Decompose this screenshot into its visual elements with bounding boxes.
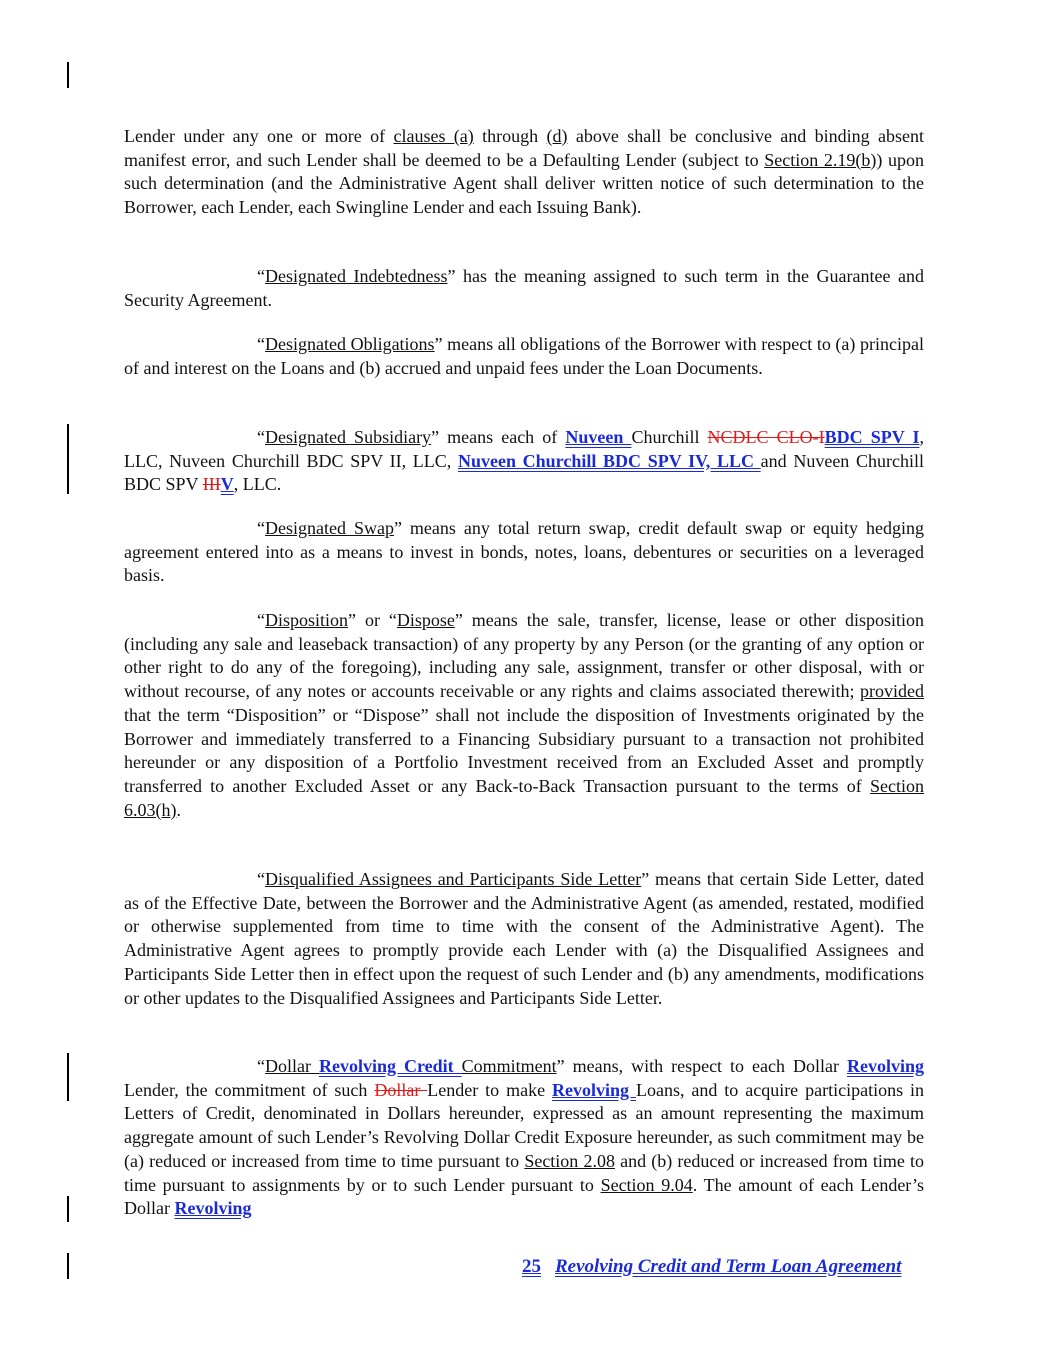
change-bar xyxy=(67,1053,69,1101)
defined-term: Designated Subsidiary xyxy=(265,427,432,447)
text: and Nuveen Churchill BDC SPV xyxy=(124,450,924,495)
definition-text: ” means the sale, transfer, license, lease or other disposition (including any sale and leaseback transaction) of any property by any Person (or the granting of any option or other right to do any of the foregoing), including any sale, assignment, transfer or other disposal, with or without recourse, of any notes or accounts receivable or any rights and claims associated therewith; xyxy=(124,610,924,702)
definition-designated-obligations xyxy=(124,333,924,380)
definition-text: ” has the meaning assigned to such term in the Guarantee and Security Agreement. xyxy=(124,266,924,310)
section-reference: Section 2.19(b) xyxy=(764,149,877,170)
quote: “ xyxy=(257,334,265,354)
quote: “ xyxy=(257,869,265,889)
text: ” means each of xyxy=(431,427,566,447)
deletion: Dollar xyxy=(374,1079,428,1100)
defined-term xyxy=(265,1056,557,1076)
definition-designated-swap xyxy=(124,517,924,588)
deletion: III xyxy=(202,474,221,495)
definition-disqualified-assignees xyxy=(124,868,924,1010)
page-footer xyxy=(522,1256,901,1278)
text: Churchill xyxy=(631,427,708,447)
text: ” or “ xyxy=(348,610,397,630)
text: Lender, the commitment of such xyxy=(124,1079,375,1100)
insertion: Revolving xyxy=(552,1079,636,1100)
change-bar xyxy=(67,62,69,88)
insertion: Revolving xyxy=(846,1056,924,1076)
text: . xyxy=(176,799,181,820)
text: ) upon such determination (and the Administrative Agent shall deliver written notice of such determination to the Borrower, each Lender, each Swingline Lender and each Issuing Bank). xyxy=(124,149,924,218)
change-bar xyxy=(67,1196,69,1222)
quote: “ xyxy=(257,266,265,286)
text: Loans, and to acquire participations in Letters of Credit, denominated in Dollars hereunder, expressed as an amount representing the maximum aggregate amount of such Lender’s Revolving Dollar Credit Exposure hereunder, as such commitment may be (a) reduced or increased from time to time pursuant to xyxy=(124,1079,925,1171)
defined-term: Disqualified Assignees and Participants Side Letter xyxy=(265,869,642,889)
insertion: Revolving xyxy=(174,1198,252,1219)
defined-term: Designated Obligations xyxy=(265,334,435,354)
text: above shall be conclusive and binding absent manifest error, and such Lender shall be deemed to be a Defaulting Lender (subject to xyxy=(124,126,924,170)
section-reference: Section 2.08 xyxy=(524,1150,615,1171)
definition-dollar-revolving-credit-commitment xyxy=(124,1055,924,1221)
insertion: Nuveen Churchill BDC SPV IV, LLC xyxy=(457,450,761,471)
text: Dollar xyxy=(265,1056,319,1076)
defined-term: Designated Indebtedness xyxy=(265,266,448,286)
definition-disposition xyxy=(124,609,924,822)
section-reference: Section 6.03(h) xyxy=(124,775,924,820)
defined-term: Designated Swap xyxy=(265,518,394,538)
quote: “ xyxy=(257,1056,265,1076)
insertion: Revolving Credit xyxy=(318,1056,462,1076)
section-reference: Section 9.04 xyxy=(600,1174,693,1195)
provided-term: provided xyxy=(860,681,924,702)
definition-text: that the term “Disposition” or “Dispose” shall not include the disposition of Investments originated by the Borrower and immediately transferred to a Financing Subsidiary pursuant to a transaction not prohibited hereunder or any disposition of a Portfolio Investment received from an Excluded Asset and promptly transferred to another Excluded Asset or any Back-to-Back Transaction pursuant to the terms of xyxy=(124,704,924,796)
paragraph-continuation xyxy=(124,125,924,220)
definition-designated-subsidiary xyxy=(124,426,924,497)
insertion: V xyxy=(220,474,234,495)
text: Lender to make xyxy=(427,1079,553,1100)
text: and (b) reduced or increased from time to time pursuant to assignments by or to such Lender pursuant to xyxy=(124,1150,924,1195)
definition-text: ” means any total return swap, credit default swap or equity hedging agreement entered into as a means to invest in bonds, notes, loans, debentures or securities on a leveraged basis. xyxy=(124,518,924,586)
definition-designated-indebtedness xyxy=(124,265,924,312)
text: Commitment xyxy=(461,1056,557,1076)
definition-text: ” means that certain Side Letter, dated as of the Effective Date, between the Borrower and the Administrative Agent (as amended, restated, modified or otherwise supplemented from time to time with the consent of the Administrative Agent). The Administrative Agent agrees to promptly provide each Lender with (a) the Disqualified Assignees and Participants Side Letter then in effect upon the request of such Lender and (b) any amendments, modifications or other updates to the Disqualified Assignees and Participants Side Letter. xyxy=(124,869,924,1008)
text: . The amount of each Lender’s Dollar xyxy=(124,1174,924,1219)
footer-title: Revolving Credit and Term Loan Agreement xyxy=(555,1256,902,1277)
text: through xyxy=(473,126,547,146)
change-bar xyxy=(67,424,69,494)
insertion: Nuveen xyxy=(565,427,632,447)
deletion: NCDLC CLO-I xyxy=(707,427,825,447)
page-number: 25 xyxy=(522,1256,541,1277)
clause-reference: (d) xyxy=(546,126,568,146)
defined-term: Dispose xyxy=(396,610,455,630)
text: , LLC, Nuveen Churchill BDC SPV II, LLC, xyxy=(124,427,925,471)
text: ” means, with respect to each Dollar xyxy=(556,1056,847,1076)
text: , LLC. xyxy=(233,474,282,495)
clause-reference: clauses (a) xyxy=(393,126,474,146)
quote: “ xyxy=(257,518,265,538)
insertion: BDC SPV I xyxy=(824,427,920,447)
text: Lender under any one or more of xyxy=(124,126,394,146)
change-bar xyxy=(67,1253,69,1279)
quote: “ xyxy=(257,610,265,630)
defined-term: Disposition xyxy=(265,610,349,630)
definition-text: ” means all obligations of the Borrower with respect to (a) principal of and interest on the Loans and (b) accrued and unpaid fees under the Loan Documents. xyxy=(124,334,924,378)
quote: “ xyxy=(257,427,265,447)
